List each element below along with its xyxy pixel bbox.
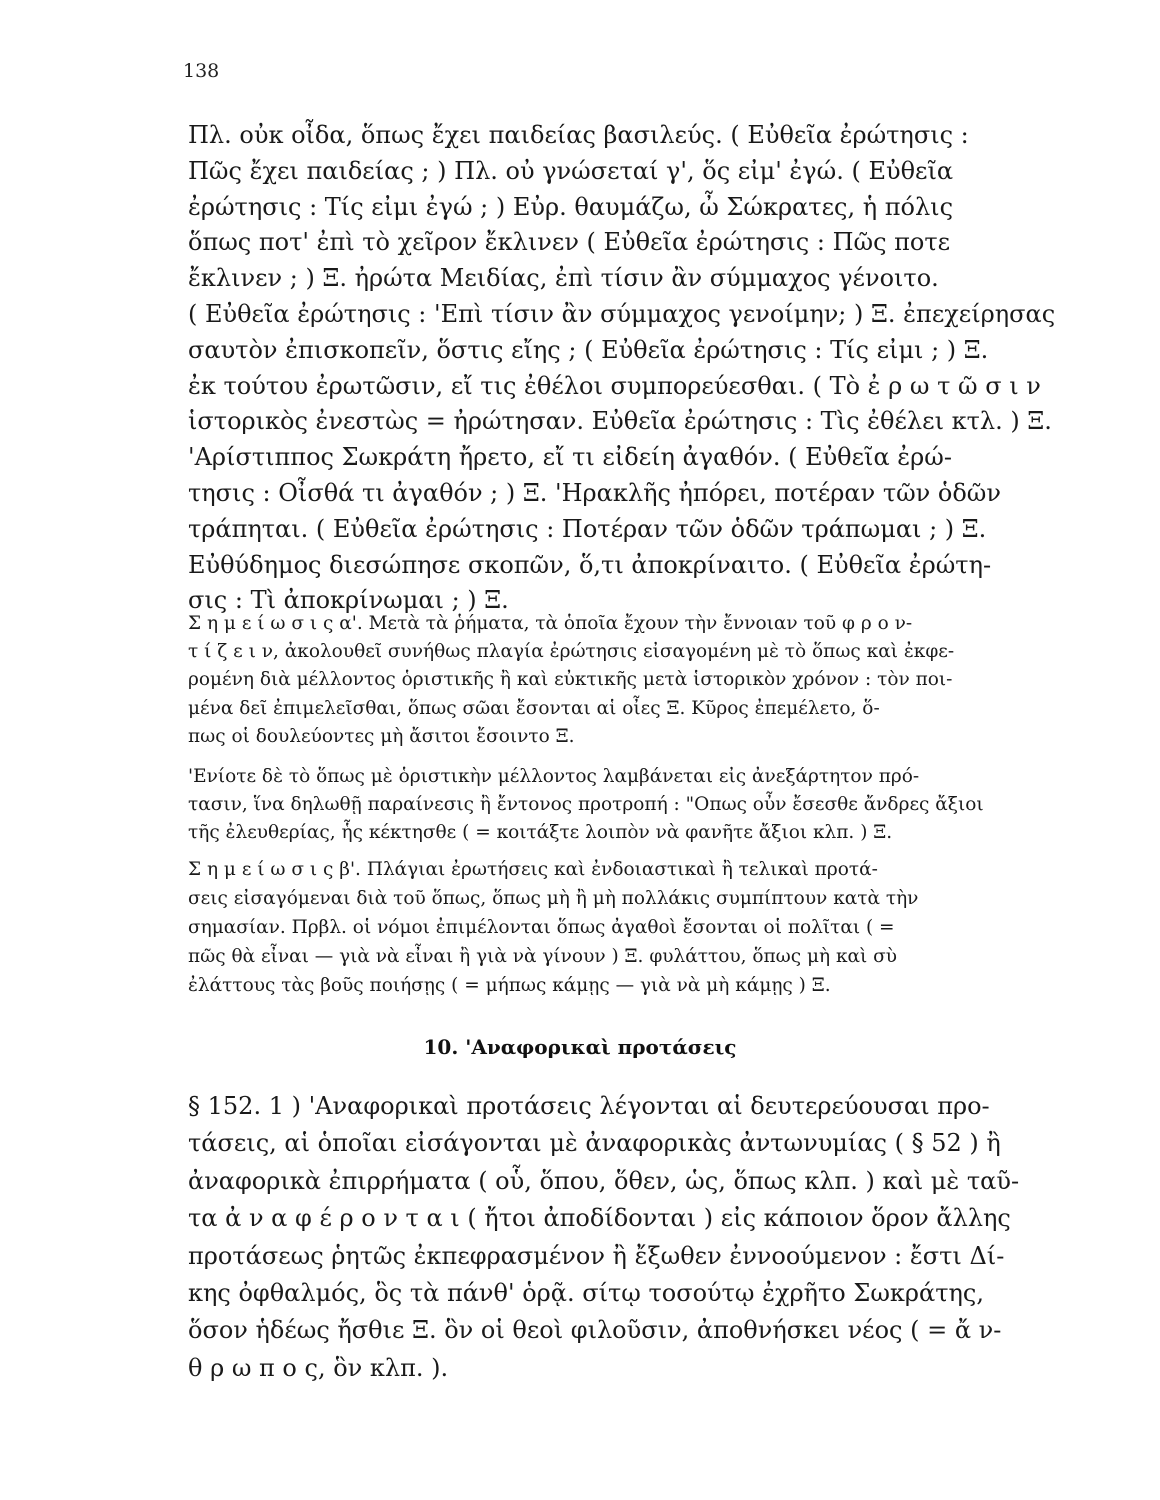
text-line: σεις εἰσαγόμεναι διὰ τοῦ ὅπως, ὅπως μὴ ἢ μὴ πολλάκις συμπίπτουν κατὰ τὴν [188,888,919,909]
text-line: Σ η μ ε ί ω σ ι ς β'. Πλάγιαι ἐρωτήσεις καὶ ἐνδοιαστικαὶ ἢ τελικαὶ προτά- [188,859,878,880]
text-line: τ ί ζ ε ι ν, ἀκολουθεῖ συνήθως πλαγία ἐρώτησις εἰσαγομένη μὲ τὸ ὅπως καὶ ἐκφε- [188,641,955,663]
text-line: τα ἀ ν α φ έ ρ ο ν τ α ι ( ἤτοι ἀποδίδονται ) εἰς κάποιον ὅρον ἄλλης [188,1204,1011,1233]
text-line: πως οἱ δουλεύοντες μὴ ἄσιτοι ἔσοιντο Ξ. [188,725,575,747]
text-line: θ ρ ω π ο ς, ὃν κλπ. ). [188,1353,449,1382]
text-line: ἔκλινεν ; ) Ξ. ἠρώτα Μειδίας, ἐπὶ τίσιν ἂν σύμμαχος γένοιτο. [188,264,939,293]
text-line: πῶς θὰ εἶναι — γιὰ νὰ εἶναι ἢ γιὰ νὰ γίνουν ) Ξ. φυλάττου, ὅπως μὴ καὶ σὺ [188,946,898,967]
text-line: ὅπως ποτ' ἐπὶ τὸ χεῖρον ἔκλινεν ( Εὐθεῖα ἐρώτησις : Πῶς ποτε [188,228,951,257]
text-line: σαυτὸν ἐπισκοπεῖν, ὅστις εἴης ; ( Εὐθεῖα ἐρώτησις : Τίς εἰμι ; ) Ξ. [188,335,989,364]
text-line: 'Ενίοτε δὲ τὸ ὅπως μὲ ὁριστικὴν μέλλοντος λαμβάνεται εἰς ἀνεξάρτητον πρό- [188,766,920,787]
text-line: τάσεις, αἱ ὁποῖαι εἰσάγονται μὲ ἀναφορικὰς ἀντωνυμίας ( § 52 ) ἢ [188,1129,1001,1158]
text-line: ἀναφορικὰ ἐπιρρήματα ( οὗ, ὅπου, ὅθεν, ὡς, ὅπως κλπ. ) καὶ μὲ ταῦ- [188,1166,1020,1195]
note-alpha [188,610,1108,751]
text-line: ( Εὐθεῖα ἐρώτησις : 'Επὶ τίσιν ἂν σύμμαχος γενοίμην; ) Ξ. ἐπεχείρησας [188,299,1056,328]
text-line: ἱστορικὸς ἐνεστὼς = ἠρώτησαν. Εὐθεῖα ἐρώτησις : Τὶς ἐθέλει κτλ. ) Ξ. [188,407,1052,436]
text-line: τασιν, ἵνα δηλωθῇ παραίνεσις ἢ ἔντονος προτροπή : "Οπως οὖν ἔσεσθε ἄνδρες ἄξιοι [188,794,984,816]
examples-paragraph [188,118,1108,619]
text-line: § 152. 1 ) 'Αναφορικαὶ προτάσεις λέγονται αἱ δευτερεύουσαι προ- [188,1092,990,1120]
text-line: ἐκ τούτου ἐρωτῶσιν, εἴ τις ἐθέλοι συμπορεύεσθαι. ( Τὸ ἐ ρ ω τ ῶ σ ι ν [188,371,1041,400]
text-line: ὅσον ἡδέως ἤσθιε Ξ. ὃν οἱ θεοὶ φιλοῦσιν, ἀποθνήσκει νέος ( = ἄ ν- [188,1316,1002,1345]
section-heading: 10. 'Αναφορικαὶ προτάσεις [423,1035,737,1059]
text-line: τῆς ἐλευθερίας, ἧς κέκτησθε ( = κοιτάξτε λοιπὸν νὰ φανῆτε ἄξιοι κλπ. ) Ξ. [188,822,893,844]
text-line: ρομένη διὰ μέλλοντος ὁριστικῆς ἢ καὶ εὐκτικῆς μετὰ ἱστορικὸν χρόνον : τὸν ποι- [188,669,953,691]
text-line: Σ η μ ε ί ω σ ι ς α'. Μετὰ τὰ ῥήματα, τὰ ὁποῖα ἔχουν τὴν ἔννοιαν τοῦ φ ρ ο ν- [188,613,913,634]
text-line: σις : Τὶ ἀποκρίνωμαι ; ) Ξ. [188,586,509,615]
text-line: Εὐθύδημος διεσώπησε σκοπῶν, ὅ,τι ἀποκρίναιτο. ( Εὐθεῖα ἐρώτη- [188,550,992,579]
text-line: Πῶς ἔχει παιδείας ; ) Πλ. οὐ γνώσεταί γ', ὅς εἰμ' ἐγώ. ( Εὐθεῖα [188,156,954,185]
text-line: κης ὀφθαλμός, ὃς τὰ πάνθ' ὁρᾷ. σίτῳ τοσούτῳ ἐχρῆτο Σωκράτης, [188,1279,984,1308]
page-number: 138 [183,60,220,82]
text-line: τράπηται. ( Εὐθεῖα ἐρώτησις : Ποτέραν τῶν ὁδῶν τράπωμαι ; ) Ξ. [188,514,987,543]
text-line: ἐρώτησις : Τίς εἰμι ἐγώ ; ) Εὐρ. θαυμάζω, ὦ Σώκρατες, ἡ πόλις [188,192,954,221]
section-152-paragraph [188,1088,1108,1387]
note-alpha-continued [188,763,1108,848]
text-line: 'Αρίστιππος Σωκράτη ἤρετο, εἴ τι εἰδείη ἀγαθόν. ( Εὐθεῖα ἐρώ- [188,443,952,472]
text-line: μένα δεῖ ἐπιμελεῖσθαι, ὅπως σῶαι ἔσονται αἱ οἶες Ξ. Κῦρος ἐπεμέλετο, ὅ- [188,697,880,719]
text-line: τησις : Οἶσθά τι ἀγαθόν ; ) Ξ. 'Ηρακλῆς ἠπόρει, ποτέραν τῶν ὁδῶν [188,478,1001,507]
text-line: Πλ. οὐκ οἶδα, ὅπως ἔχει παιδείας βασιλεύς. ( Εὐθεῖα ἐρώτησις : [188,121,969,149]
text-line: προτάσεως ῥητῶς ἐκπεφρασμένον ἢ ἔξωθεν ἐννοούμενον : ἔστι Δί- [188,1241,1005,1270]
text-line: σημασίαν. Πρβλ. οἱ νόμοι ἐπιμέλονται ὅπως ἀγαθοὶ ἔσονται οἱ πολῖται ( = [188,917,895,938]
text-line: ἐλάττους τὰς βοῦς ποιήσῃς ( = μήπως κάμῃς — γιὰ νὰ μὴ κάμῃς ) Ξ. [188,975,831,996]
note-beta [188,855,1108,1000]
